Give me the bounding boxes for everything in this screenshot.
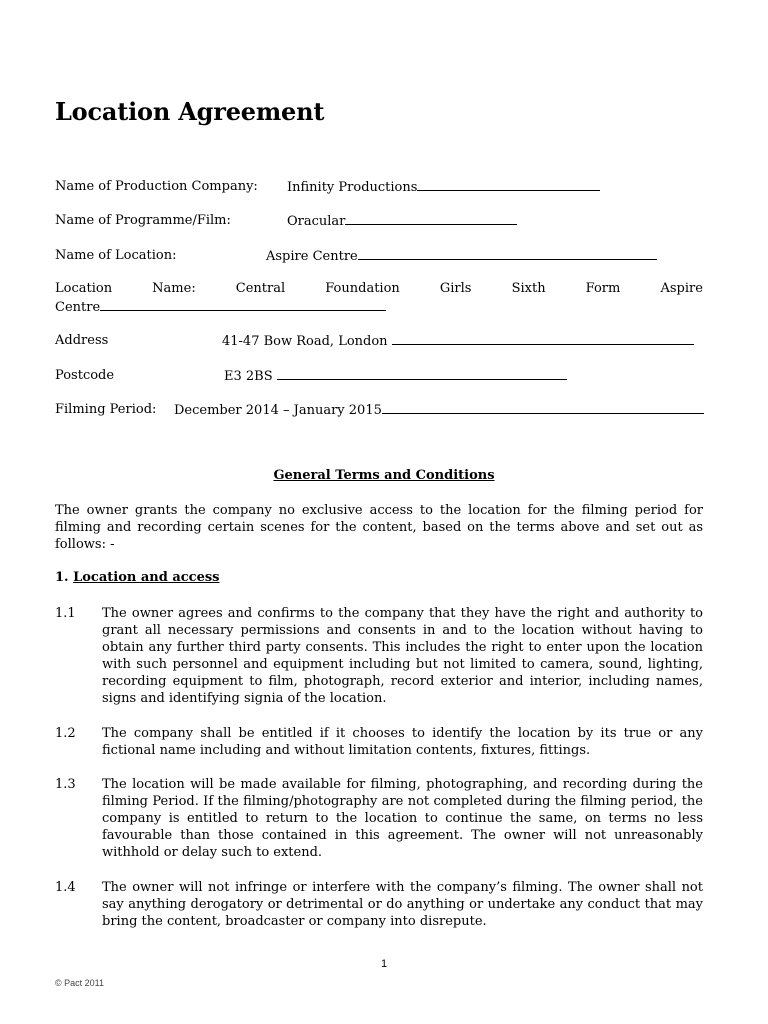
section-number: 1. — [55, 570, 69, 585]
underline — [358, 247, 657, 260]
clause-number: 1.1 — [55, 606, 76, 621]
field-label: Filming Period: — [55, 402, 157, 417]
word: Foundation — [325, 281, 400, 296]
terms-heading: General Terms and Conditions — [273, 468, 495, 483]
clause-number: 1.4 — [55, 880, 76, 895]
clause-text: The location will be made available for filming, photographing, and recording during the filming Period. If the filming/photography are not completed during the filming period, the company is entitled to return to the location to continue the same, on terms no less favourable than those contained in this agreement. The owner will not unreasonably withhold or delay such to extend. — [102, 777, 703, 860]
underline — [382, 401, 704, 414]
underline — [100, 298, 386, 311]
clause-text: The owner agrees and confirms to the company that they have the right and authority to grant all necessary permissions and consents in and to the location without having to obtain any further third party consents. This includes the right to enter upon the location with such personnel and equipment including but not limited to camera, sound, lighting, recording equipment to film, photograph, record exterior and interior, including names, signs and identifying signia of the location. — [102, 606, 703, 706]
field-filming-period — [55, 401, 707, 418]
underline — [392, 332, 694, 345]
page-number: 1 — [380, 958, 388, 970]
underline — [417, 178, 600, 191]
field-location — [55, 247, 707, 264]
clause-number: 1.2 — [55, 726, 76, 741]
field-label: Name of Production Company: — [55, 179, 258, 194]
field-value: Aspire Centre — [266, 249, 358, 264]
field-location-name-continuation — [55, 298, 707, 316]
underline — [277, 367, 567, 380]
clause-1-4 — [55, 879, 703, 930]
clause-1-3 — [55, 776, 703, 861]
field-value: E3 2BS — [224, 369, 273, 384]
field-value: December 2014 – January 2015 — [174, 403, 382, 418]
word: Form — [585, 281, 621, 296]
word: Name: — [152, 281, 196, 296]
field-address — [55, 332, 707, 349]
field-production-company — [55, 178, 707, 195]
field-value: Infinity Productions — [287, 180, 418, 195]
page-title: Location Agreement — [55, 97, 325, 126]
field-label: Address — [55, 333, 109, 348]
field-label: Name of Programme/Film: — [55, 213, 231, 228]
word: Location — [55, 281, 113, 296]
clause-text: The company shall be entitled if it chooses to identify the location by its true or any fictional name including and without limitation contents, fixtures, fittings. — [102, 726, 703, 758]
copyright-footer: © Pact 2011 — [55, 978, 104, 988]
clause-number: 1.3 — [55, 777, 76, 792]
clause-text: The owner will not infringe or interfere with the company’s filming. The owner shall not say anything derogatory or detrimental or do anything or undertake any conduct that may bring the content, broadcaster or company into disrepute. — [102, 880, 703, 929]
field-location-name — [55, 281, 703, 296]
underline — [345, 212, 517, 225]
clause-1-2 — [55, 725, 703, 759]
word: Central — [235, 281, 286, 296]
field-label: Postcode — [55, 368, 115, 383]
field-value: Oracular — [287, 214, 346, 229]
field-programme — [55, 212, 707, 229]
clause-1-1 — [55, 605, 703, 707]
word: Girls — [439, 281, 472, 296]
section-title: Location and access — [73, 570, 220, 585]
field-postcode — [55, 367, 707, 384]
intro-paragraph: The owner grants the company no exclusive access to the location for the filming period for filming and recording certain scenes for the content, based on the terms above and set out as follows: - — [55, 503, 703, 552]
word: Aspire — [660, 281, 703, 296]
field-value: 41-47 Bow Road, London — [222, 334, 388, 349]
field-label: Name of Location: — [55, 248, 177, 263]
word: Sixth — [511, 281, 546, 296]
section-heading — [55, 570, 220, 585]
field-value: Centre — [55, 300, 101, 315]
